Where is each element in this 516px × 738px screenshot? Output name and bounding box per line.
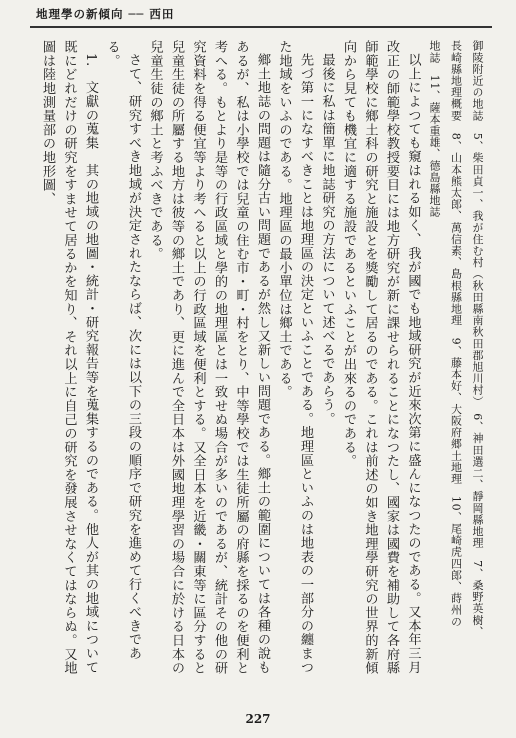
footnote-line: 長崎縣地理概要 8、山本熊太郎、萬信素、島根縣地理 9、藤本好、大阪府郷土地理 10、尾崎虎四郎、蒔州の <box>449 40 463 628</box>
paragraph: さて、研究すべき地域が決定されたならば、次には以下の三段の順序で研究を進めて行くべきである。 <box>104 40 141 661</box>
page-body <box>18 40 488 680</box>
header-rule <box>30 26 492 28</box>
paragraph: 以上によつても窺はれる如く、我が國でも地域研究が近來次第に盛んになつたのである。又本年三月改正の師範學校教授要目には地方研究が新に課せられることになつたし、國家は國費を補助して各府縣師範學校に鄉土科の研究と施設とを獎勵して居るのである。これは前述の如き地理學研究の世界的新傾向から見ても機宜に適する施設であるといふことが出來るのである。 <box>341 40 421 675</box>
footnote-line: 御陵附近の地誌 5、柴田貞一、我が住む村（秋田縣南秋田郡旭川村） 6、神田選二、靜岡縣地理 7、桑野英樹、 <box>471 40 484 638</box>
running-header: 地理學の新傾向 ── 西田 <box>36 7 175 21</box>
paragraph: 1. 文獻の蒐集 其の地域の地圖・統計・研究報告等を蒐集するのである。他人が其の地域について既にどれだけの研究をすませて居るかを知り、それ以上に自己の研究を發展させなくてはならぬ。又地圖は陸地測量部の地形圖、 <box>40 40 98 675</box>
footnote-line: 地誌 11、薩本重雄、德島縣地誌 <box>428 40 441 218</box>
page-number: 227 <box>245 712 271 726</box>
paragraph: 最後に私は簡單に地誌研究の方法について述べるであらう。 <box>319 53 335 426</box>
paragraph: 先づ第一になすべきことは地理區の決定といふことである。地理區といふのは地表の一部分の纏まつた地域をいふのである。地理區の最小單位は鄉土である。 <box>276 40 313 675</box>
paragraph: 鄉土地誌の問題は隨分古い問題であるが然し又新しい問題である。鄉土の範圍については各種の說もあるが、私は小學校では兒童の住む市・町・村をとり、中等學校では生徒所屬の府縣を採るのを便利と考へる。もとより是等の行政區域と學的の地理區とは一致せぬ場合が多いのであるが、統計その他の研究資料を得る便宜等より考へると以上の行政區域を便利とする。又全日本を近畿・關東等に區分すると兒童生徒の所屬する地方は彼等の鄉土であり、更に進んで全日本は外國地理學習の場合に於ける日本の兒童生徒の鄉土と考ふべきである。 <box>147 40 270 675</box>
